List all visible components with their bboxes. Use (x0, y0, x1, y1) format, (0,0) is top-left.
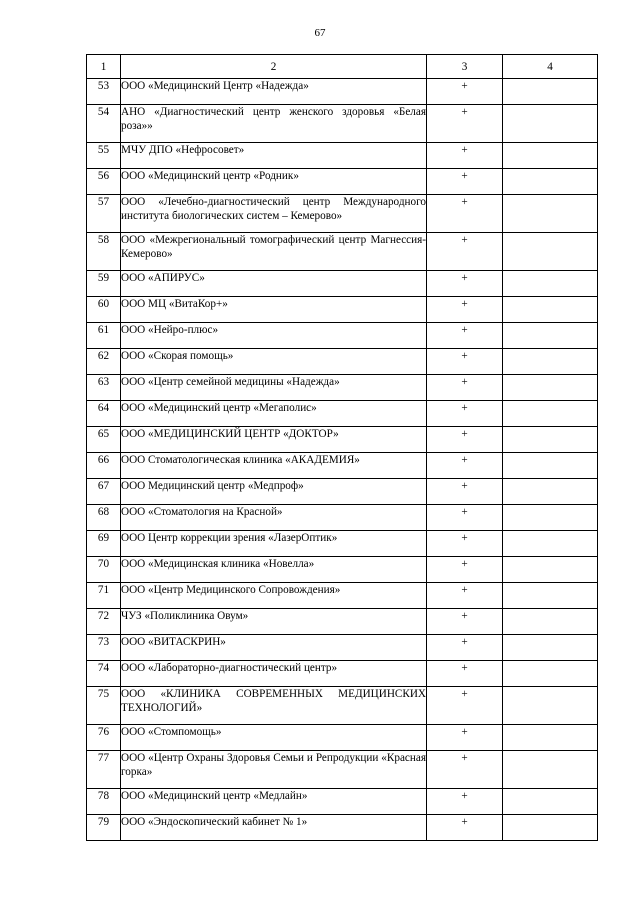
table-row (87, 609, 598, 635)
row-mark: + (427, 271, 503, 297)
organizations-table (86, 54, 598, 841)
row-mark: + (427, 557, 503, 583)
row-note (503, 505, 598, 531)
row-note (503, 401, 598, 427)
organization-name: ЧУЗ «Поликлиника Овум» (121, 609, 427, 635)
row-number: 72 (87, 609, 121, 635)
row-mark: + (427, 583, 503, 609)
row-note (503, 725, 598, 751)
row-note (503, 105, 598, 143)
table-row (87, 169, 598, 195)
organization-name: ООО Медицинский центр «Медпроф» (121, 479, 427, 505)
table-row (87, 789, 598, 815)
table-row (87, 815, 598, 841)
row-note (503, 169, 598, 195)
row-note (503, 349, 598, 375)
row-number: 69 (87, 531, 121, 557)
row-note (503, 271, 598, 297)
row-note (503, 661, 598, 687)
row-mark: + (427, 789, 503, 815)
row-number: 68 (87, 505, 121, 531)
column-header: 4 (503, 55, 598, 79)
table-row (87, 453, 598, 479)
row-mark: + (427, 427, 503, 453)
row-mark: + (427, 453, 503, 479)
row-mark: + (427, 297, 503, 323)
row-note (503, 583, 598, 609)
organization-name: ООО «Скорая помощь» (121, 349, 427, 375)
column-header: 1 (87, 55, 121, 79)
row-note (503, 323, 598, 349)
row-number: 64 (87, 401, 121, 427)
row-number: 65 (87, 427, 121, 453)
row-mark: + (427, 323, 503, 349)
row-number: 79 (87, 815, 121, 841)
table-row (87, 271, 598, 297)
row-note (503, 479, 598, 505)
table-row (87, 557, 598, 583)
row-note (503, 233, 598, 271)
row-number: 71 (87, 583, 121, 609)
row-number: 76 (87, 725, 121, 751)
organization-name: ООО «Центр Медицинского Сопровождения» (121, 583, 427, 609)
row-mark: + (427, 751, 503, 789)
row-mark: + (427, 105, 503, 143)
row-number: 75 (87, 687, 121, 725)
row-mark: + (427, 687, 503, 725)
organization-name: ООО «Стоматология на Красной» (121, 505, 427, 531)
row-note (503, 531, 598, 557)
row-mark: + (427, 143, 503, 169)
table-row (87, 505, 598, 531)
organization-name: ООО «Эндоскопический кабинет № 1» (121, 815, 427, 841)
row-note (503, 687, 598, 725)
row-number: 57 (87, 195, 121, 233)
table-row (87, 401, 598, 427)
row-note (503, 195, 598, 233)
table-row (87, 751, 598, 789)
row-number: 56 (87, 169, 121, 195)
column-header: 3 (427, 55, 503, 79)
organization-name: ООО «Лечебно-диагностический центр Международного института биологических систем – Кемерово» (121, 195, 427, 233)
table-row (87, 531, 598, 557)
row-mark: + (427, 479, 503, 505)
organization-name: ООО Стоматологическая клиника «АКАДЕМИЯ» (121, 453, 427, 479)
row-mark: + (427, 635, 503, 661)
row-note (503, 375, 598, 401)
row-mark: + (427, 349, 503, 375)
row-mark: + (427, 401, 503, 427)
table-row (87, 725, 598, 751)
table-row (87, 479, 598, 505)
column-header: 2 (121, 55, 427, 79)
row-mark: + (427, 661, 503, 687)
table-header-row (87, 55, 598, 79)
table-row (87, 195, 598, 233)
table-row (87, 635, 598, 661)
table-row (87, 427, 598, 453)
table-row (87, 687, 598, 725)
organization-name: ООО МЦ «ВитаКор+» (121, 297, 427, 323)
row-number: 60 (87, 297, 121, 323)
row-mark: + (427, 531, 503, 557)
row-note (503, 79, 598, 105)
row-mark: + (427, 195, 503, 233)
organization-name: АНО «Диагностический центр женского здоровья «Белая роза»» (121, 105, 427, 143)
organization-name: МЧУ ДПО «Нефросовет» (121, 143, 427, 169)
row-number: 53 (87, 79, 121, 105)
row-number: 62 (87, 349, 121, 375)
row-mark: + (427, 505, 503, 531)
row-number: 63 (87, 375, 121, 401)
row-number: 54 (87, 105, 121, 143)
row-number: 70 (87, 557, 121, 583)
table-row (87, 349, 598, 375)
page-number: 67 (314, 27, 326, 39)
row-note (503, 427, 598, 453)
organization-name: ООО «Центр семейной медицины «Надежда» (121, 375, 427, 401)
row-note (503, 789, 598, 815)
table-row (87, 661, 598, 687)
organization-name: ООО «КЛИНИКА СОВРЕМЕННЫХ МЕДИЦИНСКИХ ТЕХНОЛОГИЙ» (121, 687, 427, 725)
row-mark: + (427, 725, 503, 751)
organization-name: ООО «Стомпомощь» (121, 725, 427, 751)
row-number: 78 (87, 789, 121, 815)
row-number: 74 (87, 661, 121, 687)
organization-name: ООО Центр коррекции зрения «ЛазерОптик» (121, 531, 427, 557)
row-note (503, 143, 598, 169)
row-number: 59 (87, 271, 121, 297)
organization-name: ООО «Центр Охраны Здоровья Семьи и Репродукции «Красная горка» (121, 751, 427, 789)
table-row (87, 105, 598, 143)
row-note (503, 815, 598, 841)
table-row (87, 375, 598, 401)
row-number: 66 (87, 453, 121, 479)
row-note (503, 297, 598, 323)
table-row (87, 323, 598, 349)
organization-name: ООО «Медицинская клиника «Новелла» (121, 557, 427, 583)
organization-name: ООО «АПИРУС» (121, 271, 427, 297)
row-number: 61 (87, 323, 121, 349)
organization-name: ООО «Медицинский Центр «Надежда» (121, 79, 427, 105)
table-row (87, 143, 598, 169)
table-row (87, 297, 598, 323)
row-note (503, 635, 598, 661)
organization-name: ООО «МЕДИЦИНСКИЙ ЦЕНТР «ДОКТОР» (121, 427, 427, 453)
row-number: 73 (87, 635, 121, 661)
organization-name: ООО «Межрегиональный томографический центр Магнессия-Кемерово» (121, 233, 427, 271)
row-mark: + (427, 79, 503, 105)
organization-name: ООО «Лабораторно-диагностический центр» (121, 661, 427, 687)
row-note (503, 751, 598, 789)
row-mark: + (427, 375, 503, 401)
row-mark: + (427, 815, 503, 841)
organization-name: ООО «Медицинский центр «Медлайн» (121, 789, 427, 815)
row-note (503, 557, 598, 583)
organization-name: ООО «Медицинский центр «Родник» (121, 169, 427, 195)
table-row (87, 583, 598, 609)
row-note (503, 609, 598, 635)
row-number: 77 (87, 751, 121, 789)
row-mark: + (427, 233, 503, 271)
table-row (87, 79, 598, 105)
row-mark: + (427, 609, 503, 635)
row-number: 55 (87, 143, 121, 169)
organization-name: ООО «Медицинский центр «Мегаполис» (121, 401, 427, 427)
organization-name: ООО «Нейро-плюс» (121, 323, 427, 349)
row-number: 67 (87, 479, 121, 505)
organization-name: ООО «ВИТАСКРИН» (121, 635, 427, 661)
table-row (87, 233, 598, 271)
row-mark: + (427, 169, 503, 195)
row-note (503, 453, 598, 479)
row-number: 58 (87, 233, 121, 271)
